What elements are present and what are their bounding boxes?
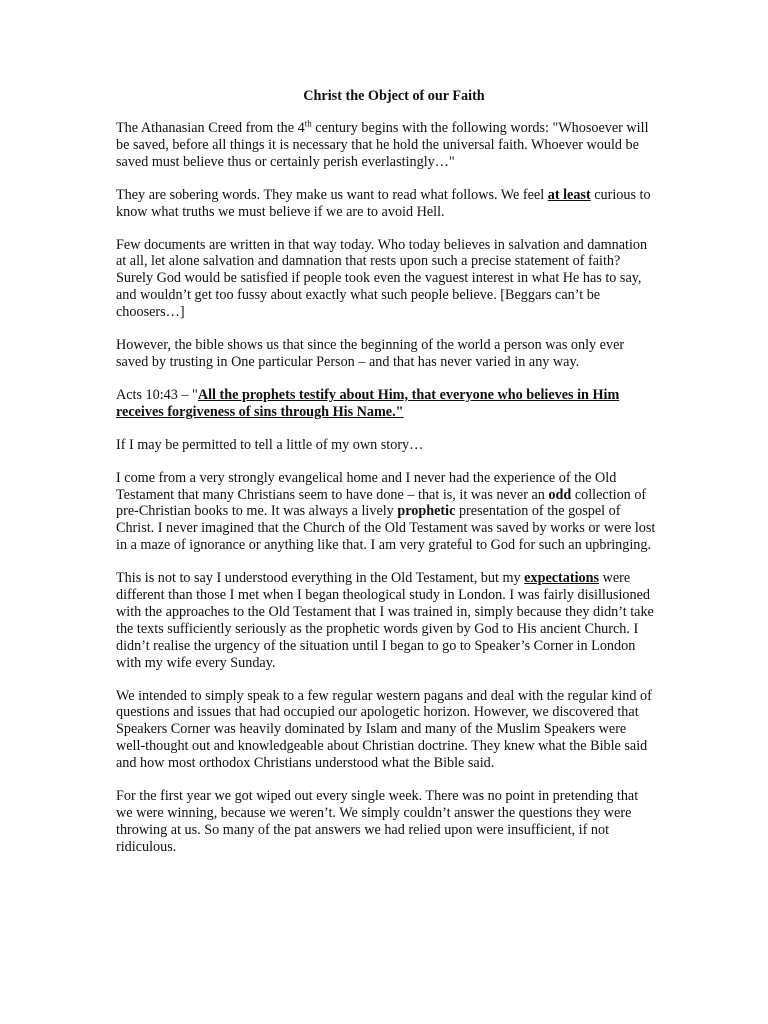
emphasis-expectations: expectations (524, 570, 600, 587)
emphasis-prophetic: prophetic (397, 503, 456, 520)
document-body (116, 88, 656, 872)
emphasis-at-least: at least (547, 186, 591, 203)
paragraph-expectations: This is not to say I understood everything in the Old Testament, but my expectations were different than those I met when I began theological study in London. I was fairly disillusioned with the approaches to the Old Testament that I was trained in, simply because they didn’t take the texts sufficiently seriously as the prophetic words given by God to His ancient Church. I didn’t realise the urgency of the situation until I began to go to Speaker’s Corner in London with my wife every Sunday. (116, 570, 654, 671)
paragraph-sobering-words: They are sobering words. They make us want to read what follows. We feel at least curious to know what truths we must believe if we are to avoid Hell. (116, 186, 651, 220)
paragraph-bible-shows: However, the bible shows us that since the beginning of the world a person was only ever saved by trusting in One particular Person – and that has never varied in any way. (116, 337, 625, 370)
paragraph-acts-quote: Acts 10:43 – "All the prophets testify about Him, that everyone who believes in Him receives forgiveness of sins through His Name." (116, 386, 620, 420)
paragraph-few-documents: Few documents are written in that way today. Who today believes in salvation and damnation at all, let alone salvation and damnation that rests upon such a precise statement of faith? Surely God would be satisfied if people took even the vaguest interest in what He has to say, and wouldn’t get too fussy about exactly what such people believe. [Beggars can’t be choosers…] (116, 236, 648, 321)
emphasis-odd: odd (548, 486, 572, 503)
document-title: Christ the Object of our Faith (303, 88, 485, 104)
emphasis-acts-quote: All the prophets testify about Him, that everyone who believes in Him receives forgiveness of sins through His Name." (116, 386, 620, 420)
paragraph-evangelical-home: I come from a very strongly evangelical home and I never had the experience of the Old Testament that many Christians seem to have done – that is, it was never an odd collection of pre-Christian books to me. It was always a lively prophetic presentation of the gospel of Christ. I never imagined that the Church of the Old Testament was saved by works or were lost in a maze of ignorance or anything like that. I am very grateful to God for such an upbringing. (116, 469, 656, 554)
paragraph-athanasian-creed: The Athanasian Creed from the 4th century begins with the following words: "Whosoever will be saved, before all things it is necessary that he hold the universal faith. Whoever would be saved must believe thus or certainly perish everlastingly…" (116, 118, 649, 170)
paragraph-my-story: If I may be permitted to tell a little of my own story… (116, 436, 424, 453)
paragraph-first-year: For the first year we got wiped out every single week. There was no point in pretending that we were winning, because we weren’t. We simply couldn’t answer the questions they were throwing at us. So many of the pat answers we had relied upon were insufficient, if not ridiculous. (116, 788, 639, 855)
paragraph-speakers-corner: We intended to simply speak to a few regular western pagans and deal with the regular kind of questions and issues that had occupied our apologetic horizon. However, we discovered that Speakers Corner was heavily dominated by Islam and many of the Muslim Speakers were well-thought out and knowledgeable about Christian doctrine. They knew what the Bible said and how most orthodox Christians understood what the Bible said. (116, 687, 652, 772)
